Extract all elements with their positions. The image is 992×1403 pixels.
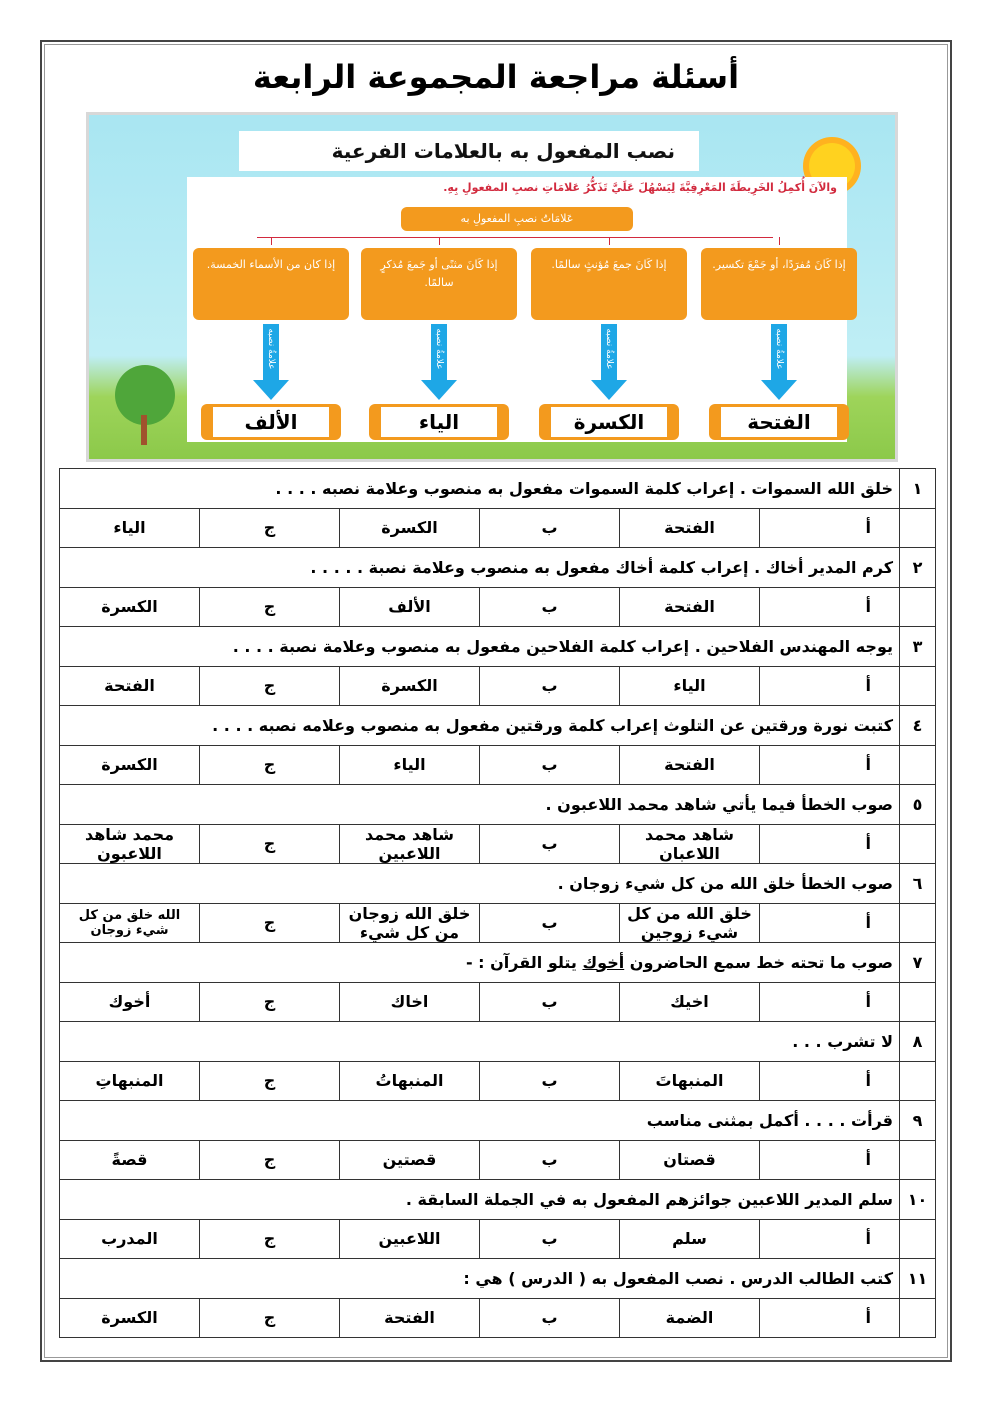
question-number: ٦: [900, 864, 936, 904]
question-text: صوب ما تحته خط سمع الحاضرون: [624, 952, 893, 972]
question-row: [60, 1259, 936, 1299]
blank-cell: [900, 587, 936, 627]
option-letter-c: ج: [200, 824, 340, 864]
down-arrow-icon: [601, 324, 617, 380]
question-cell: [60, 1259, 900, 1299]
question-cell: [60, 469, 900, 509]
option-letter-b: ب: [480, 903, 620, 943]
arrow-label: علامةُ نصبه: [774, 328, 784, 370]
question-text: قرأت . . . . أكمل بمثنى مناسب: [646, 1110, 893, 1130]
mark-box: [369, 404, 509, 440]
blank-cell: [900, 1140, 936, 1180]
option-c[interactable]: الكسرة: [60, 587, 200, 627]
condition-box: إذا كان من الأسماء الخمسة.: [193, 248, 349, 320]
option-letter-a: أ: [760, 903, 900, 943]
question-row: [60, 1180, 936, 1220]
option-c[interactable]: قصةً: [60, 1140, 200, 1180]
question-number: ٧: [900, 943, 936, 983]
question-text: كرم المدير أخاك . إعراب كلمة أخاك مفعول به منصوب وعلامة نصبة . . . . .: [310, 557, 893, 577]
connector-tick: [609, 237, 610, 245]
question-number: ١١: [900, 1259, 936, 1299]
question-text: صوب الخطأ خلق الله من كل شيء زوجان .: [557, 873, 893, 893]
option-letter-b: ب: [480, 508, 620, 548]
arrow-label: علامةُ نصبه: [434, 328, 444, 370]
question-row: [60, 785, 936, 825]
option-c[interactable]: المنبهاتِ: [60, 1061, 200, 1101]
question-row: [60, 706, 936, 746]
illustration-title: نصب المفعول به بالعلامات الفرعية: [239, 131, 699, 171]
question-number: ١: [900, 469, 936, 509]
option-b[interactable]: الفتحة: [340, 1298, 480, 1338]
question-row: [60, 627, 936, 667]
question-number: ٩: [900, 1101, 936, 1141]
option-b[interactable]: اللاعبين: [340, 1219, 480, 1259]
option-letter-a: أ: [760, 824, 900, 864]
question-number: ٢: [900, 548, 936, 588]
question-text: خلق الله السموات . إعراب كلمة السموات مفعول به منصوب وعلامة نصبه . . . .: [275, 478, 893, 498]
options-row: [60, 903, 936, 943]
option-letter-a: أ: [760, 1298, 900, 1338]
option-b[interactable]: الياء: [340, 745, 480, 785]
mark-label: الكسرة: [551, 407, 667, 437]
option-a[interactable]: قصتان: [620, 1140, 760, 1180]
option-letter-b: ب: [480, 824, 620, 864]
page-title: أسئلة مراجعة المجموعة الرابعة: [252, 58, 740, 96]
condition-box: إذا كَانَ مثنًى أو جَمعَ مُذكرٍ سالمًا.: [361, 248, 517, 320]
option-letter-c: ج: [200, 666, 340, 706]
options-row: [60, 666, 936, 706]
option-a[interactable]: الفتحة: [620, 745, 760, 785]
question-number: ٤: [900, 706, 936, 746]
option-letter-b: ب: [480, 1140, 620, 1180]
question-row: [60, 943, 936, 983]
option-b[interactable]: اخاك: [340, 982, 480, 1022]
illustration-subtitle: والآنَ أُكمِلُ الخَرِيطَةَ المَعْرِفِيَّةَ لِيَسْهُلَ عَلَيَّ تَذَكُّرُ عَلامَاتِ نصبِ المفعولِ بِهِ.: [443, 181, 837, 194]
options-row: [60, 1298, 936, 1338]
options-row: [60, 587, 936, 627]
option-letter-c: ج: [200, 745, 340, 785]
blank-cell: [900, 1298, 936, 1338]
underlined-word: أخوك: [582, 952, 625, 972]
option-c[interactable]: الياء: [60, 508, 200, 548]
option-letter-a: أ: [760, 982, 900, 1022]
option-letter-c: ج: [200, 1219, 340, 1259]
question-row: [60, 469, 936, 509]
down-arrow-icon: [771, 324, 787, 380]
question-cell: [60, 1101, 900, 1141]
question-row: [60, 1101, 936, 1141]
options-row: [60, 508, 936, 548]
question-text: لا تشرب . . .: [792, 1031, 893, 1051]
lesson-illustration: [86, 112, 898, 462]
option-a[interactable]: شاهد محمد اللاعبان: [620, 824, 760, 864]
option-b[interactable]: الكسرة: [340, 666, 480, 706]
blank-cell: [900, 666, 936, 706]
option-b[interactable]: خلق الله زوجان من كل شيء: [340, 903, 480, 943]
option-letter-c: ج: [200, 1061, 340, 1101]
blank-cell: [900, 1061, 936, 1101]
map-header: عَلامَاتُ نصبِ المفعولِ به: [401, 207, 633, 231]
question-cell: [60, 1022, 900, 1062]
option-b[interactable]: قصتين: [340, 1140, 480, 1180]
question-text: يوجه المهندس الفلاحين . إعراب كلمة الفلاحين مفعول به منصوب وعلامة نصبة . . . .: [232, 636, 893, 656]
option-letter-b: ب: [480, 745, 620, 785]
option-letter-c: ج: [200, 903, 340, 943]
option-letter-a: أ: [760, 666, 900, 706]
option-letter-a: أ: [760, 745, 900, 785]
options-row: [60, 824, 936, 864]
option-letter-c: ج: [200, 1298, 340, 1338]
arrow-label: علامةُ نصبه: [604, 328, 614, 370]
blank-cell: [900, 903, 936, 943]
option-c[interactable]: أخوك: [60, 982, 200, 1022]
option-letter-b: ب: [480, 1298, 620, 1338]
mark-box: [539, 404, 679, 440]
question-cell: [60, 706, 900, 746]
option-b[interactable]: شاهد محمد اللاعبين: [340, 824, 480, 864]
option-c[interactable]: محمد شاهد اللاعبون: [60, 824, 200, 864]
option-letter-a: أ: [760, 1140, 900, 1180]
question-cell: [60, 943, 900, 983]
question-cell: [60, 627, 900, 667]
question-row: [60, 864, 936, 904]
option-c[interactable]: المدرب: [60, 1219, 200, 1259]
option-letter-c: ج: [200, 982, 340, 1022]
connector-tick: [271, 237, 272, 245]
option-a[interactable]: الياء: [620, 666, 760, 706]
question-number: ٨: [900, 1022, 936, 1062]
question-number: ٥: [900, 785, 936, 825]
mark-box: [201, 404, 341, 440]
option-letter-a: أ: [760, 587, 900, 627]
option-letter-b: ب: [480, 1061, 620, 1101]
mark-label: الفتحة: [721, 407, 837, 437]
option-c[interactable]: الكسرة: [60, 745, 200, 785]
connector-tick: [779, 237, 780, 245]
option-b[interactable]: المنبهاتُ: [340, 1061, 480, 1101]
option-b[interactable]: الألف: [340, 587, 480, 627]
question-text: كتبت نورة ورقتين عن التلوث إعراب كلمة ورقتين مفعول به منصوب وعلامه نصبه . . . .: [212, 715, 893, 735]
option-c[interactable]: الله خلق من كل شيء زوجان: [60, 903, 200, 943]
question-row: [60, 548, 936, 588]
question-number: ٣: [900, 627, 936, 667]
option-letter-c: ج: [200, 1140, 340, 1180]
option-b[interactable]: الكسرة: [340, 508, 480, 548]
blank-cell: [900, 508, 936, 548]
option-letter-b: ب: [480, 982, 620, 1022]
down-arrow-icon: [431, 324, 447, 380]
options-row: [60, 745, 936, 785]
condition-box: إذا كَانَ مُفرَدًا، أو جَمْعَ تكسير.: [701, 248, 857, 320]
option-letter-b: ب: [480, 666, 620, 706]
blank-cell: [900, 1219, 936, 1259]
question-text: صوب الخطأ فيما يأتي شاهد محمد اللاعبون .: [545, 794, 893, 814]
blank-cell: [900, 745, 936, 785]
option-a[interactable]: سلم: [620, 1219, 760, 1259]
option-letter-a: أ: [760, 1061, 900, 1101]
blank-cell: [900, 982, 936, 1022]
mark-label: الألف: [213, 407, 329, 437]
option-a[interactable]: الفتحة: [620, 587, 760, 627]
question-text: كتب الطالب الدرس . نصب المفعول به ( الدرس ) هي :: [463, 1268, 893, 1288]
question-cell: [60, 1180, 900, 1220]
option-letter-c: ج: [200, 508, 340, 548]
options-row: [60, 1061, 936, 1101]
question-text: سلم المدير اللاعبين جوائزهم المفعول به في الجملة السابقة .: [405, 1189, 893, 1209]
options-row: [60, 1140, 936, 1180]
question-cell: [60, 864, 900, 904]
option-letter-a: أ: [760, 1219, 900, 1259]
condition-box: إذا كَانَ جمعَ مُؤنثٍ سالمًا.: [531, 248, 687, 320]
option-letter-b: ب: [480, 1219, 620, 1259]
options-row: [60, 1219, 936, 1259]
option-letter-c: ج: [200, 587, 340, 627]
option-a[interactable]: الضمة: [620, 1298, 760, 1338]
connector-line: [257, 237, 773, 238]
option-a[interactable]: الفتحة: [620, 508, 760, 548]
question-row: [60, 1022, 936, 1062]
questions-table: [59, 468, 936, 1338]
arrow-label: علامةُ نصبه: [266, 328, 276, 370]
question-cell: [60, 548, 900, 588]
connector-tick: [439, 237, 440, 245]
blank-cell: [900, 824, 936, 864]
options-row: [60, 982, 936, 1022]
down-arrow-icon: [263, 324, 279, 380]
option-c[interactable]: الكسرة: [60, 1298, 200, 1338]
question-number: ١٠: [900, 1180, 936, 1220]
mark-label: الياء: [381, 407, 497, 437]
question-text-after: يتلو القرآن : -: [465, 952, 583, 972]
mark-box: [709, 404, 849, 440]
option-c[interactable]: الفتحة: [60, 666, 200, 706]
option-a[interactable]: المنبهاتَ: [620, 1061, 760, 1101]
option-letter-a: أ: [760, 508, 900, 548]
option-a[interactable]: اخيك: [620, 982, 760, 1022]
tree-trunk: [141, 415, 147, 445]
option-a[interactable]: خلق الله من كل شيء زوجين: [620, 903, 760, 943]
option-letter-b: ب: [480, 587, 620, 627]
question-cell: [60, 785, 900, 825]
